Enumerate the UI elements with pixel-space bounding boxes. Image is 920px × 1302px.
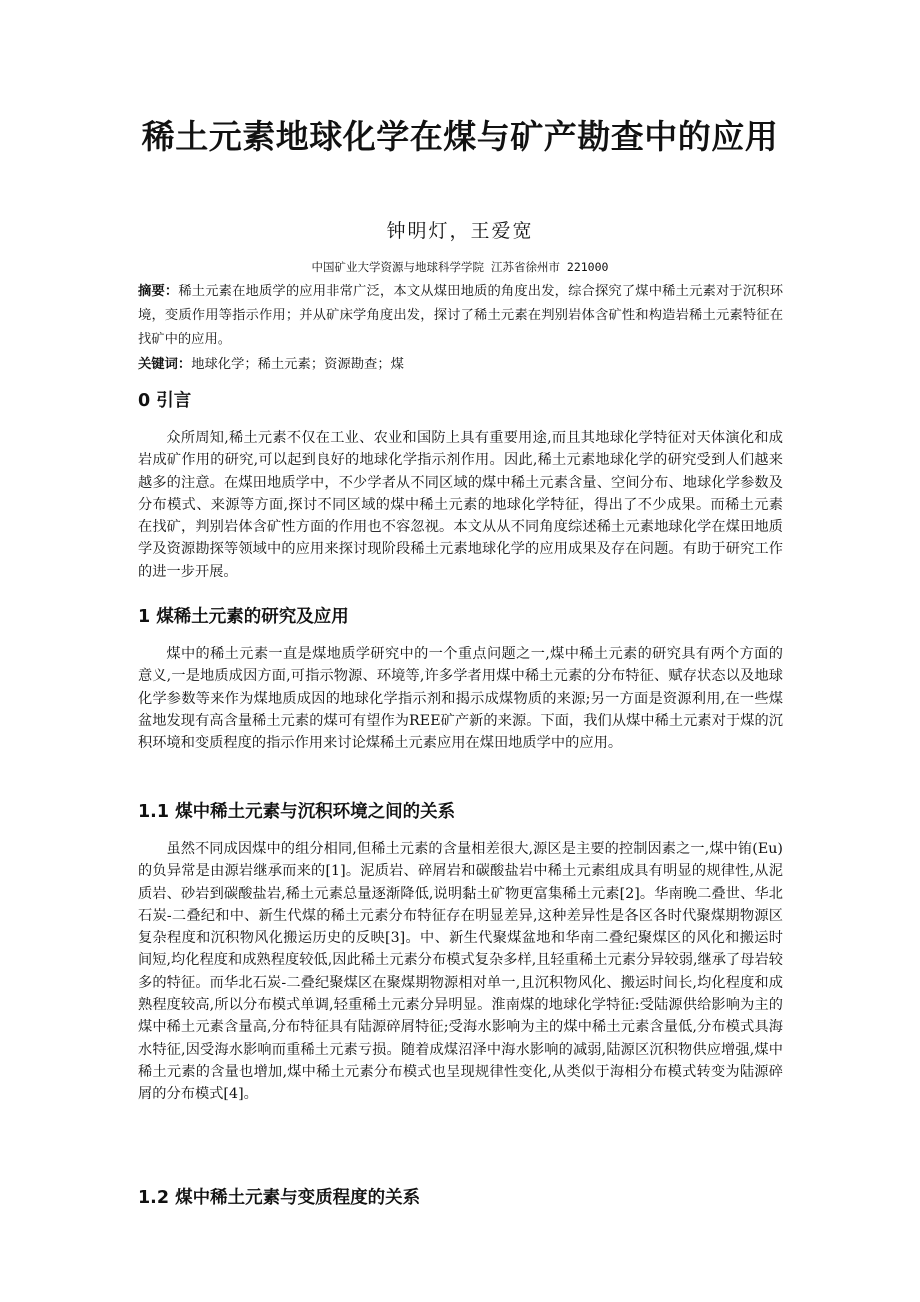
section-paragraph-intro: 众所周知,稀土元素不仅在工业、农业和国防上具有重要用途,而且其地球化学特征对天体演化和成岩成矿作用的研究,可以起到良好的地球化学指示剂作用。因此,稀土元素地球化学的研究受到人们越来越多的注意。在煤田地质学中，不少学者从不同区域的煤中稀土元素含量、空间分布、地球化学参数及分布模式、来源等方面,探讨不同区域的煤中稀土元素的地球化学特征，得出了不少成果。而稀土元素在找矿，判别岩体含矿性方面的作用也不容忽视。本文从从不同角度综述稀土元素地球化学在煤田地质学及资源勘探等领域中的应用来探讨现阶段稀土元素地球化学的应用成果及存在问题。有助于研究工作的进一步开展。	[138, 430, 783, 580]
section-heading-intro: 0 引言	[138, 391, 192, 411]
paper-title: 稀土元素地球化学在煤与矿产勘查中的应用	[141, 117, 779, 156]
section-paragraph-1: 煤中的稀土元素一直是煤地质学研究中的一个重点问题之一,煤中稀土元素的研究具有两个方面的意义,一是地质成因方面,可指示物源、环境等,许多学者用煤中稀土元素的分布特征、赋存状态以及地球化学参数等来作为煤地质成因的地球化学指示剂和揭示成煤物质的来源;另一方面是资源利用,在一些煤盆地发现有高含量稀土元素的煤可有望作为REE矿产新的来源。下面，我们从煤中稀土元素对于煤的沉积环境和变质程度的指示作用来讨论煤稀土元素应用在煤田地质学中的应用。	[138, 646, 783, 752]
paper-affiliation: 中国矿业大学资源与地球科学学院 江苏省徐州市 221000	[311, 260, 609, 274]
keywords-label: 关键词：	[138, 357, 192, 372]
section-heading-1: 1 煤稀土元素的研究及应用	[138, 607, 349, 627]
abstract-label: 摘要：	[138, 284, 179, 299]
keywords-text: 地球化学；稀土元素；资源勘查；煤	[191, 357, 404, 372]
section-paragraph-1-1: 虽然不同成因煤中的组分相同,但稀土元素的含量相差很大,源区是主要的控制因素之一,煤中铕(Eu)的负异常是由源岩继承而来的[1]。泥质岩、碎屑岩和碳酸盐岩中稀土元素组成具有明显的规律性,从泥质岩、砂岩到碳酸盐岩,稀土元素总量逐渐降低,说明黏土矿物更富集稀土元素[2]。华南晚二叠世、华北石炭-二叠纪和中、新生代煤的稀土元素分布特征存在明显差异,这种差异性是各区各时代聚煤期物源区复杂程度和沉积物风化搬运历史的反映[3]。中、新生代聚煤盆地和华南二叠纪聚煤区的风化和搬运时间短,均化程度和成熟程度较低,因此稀土元素分布模式复杂多样,且轻重稀土元素分异较弱,继承了母岩较多的特征。而华北石炭-二叠纪聚煤区在聚煤期物源相对单一,且沉积物风化、搬运时间长,均化程度和成熟程度较高,所以分布模式单调,轻重稀土元素分异明显。淮南煤的地球化学特征:受陆源供给影响为主的煤中稀土元素含量高,分布特征具有陆源碎屑特征;受海水影响为主的煤中稀土元素含量低,分布模式具海水特征,因受海水影响而重稀土元素亏损。随着成煤沼泽中海水影响的减弱,陆源区沉积物供应增强,煤中稀土元素的含量也增加,煤中稀土元素分布模式也呈现规律性变化,从类似于海相分布模式转变为陆源碎屑的分布模式[4]。	[138, 841, 783, 1103]
section-heading-1-2: 1.2 煤中稀土元素与变质程度的关系	[138, 1188, 421, 1208]
keywords	[138, 353, 783, 377]
abstract	[138, 280, 783, 352]
abstract-text: 稀土元素在地质学的应用非常广泛，本文从煤田地质的角度出发，综合探究了煤中稀土元素对于沉积环境，变质作用等指示作用；并从矿床学角度出发，探讨了稀土元素在判别岩体含矿性和构造岩稀土元素特征在找矿中的应用。	[138, 284, 784, 347]
paper-authors: 钟明灯，王爱宽	[386, 220, 534, 242]
section-heading-1-1: 1.1 煤中稀土元素与沉积环境之间的关系	[138, 802, 456, 822]
